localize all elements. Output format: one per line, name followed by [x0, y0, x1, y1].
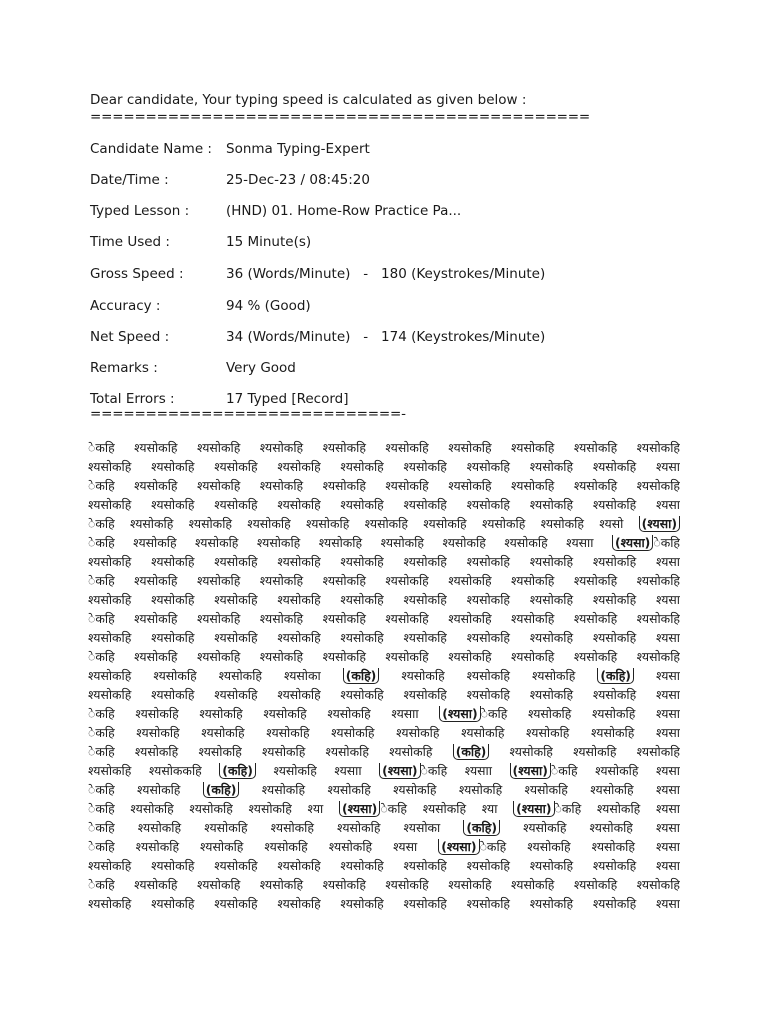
typed-line	[88, 552, 680, 571]
typed-text-segment: ेकहि श्यसाेकहि श्यसाेकहि श्यसाेकहि श्यसाेकहि श्यसाेकहि श्यसाेकहि श्यसाेकहि श्यसाेकहि श्यसाेकहि	[88, 440, 680, 455]
typed-text-segment: ेकहि श्यसाेकहि श्यसाेकहि श्यसाेकहि श्यसाेकहि श्यसाेकहि श्यसाेकहि श्यसाेकहि श्यसाेकहि श्यसाेकहि	[88, 478, 680, 494]
typed-line	[88, 685, 680, 704]
typed-line	[88, 438, 680, 457]
typed-text-segment: ेकहि श्यसाेकहि श्यसाेकहि श्यसाेकहि श्यसाेकहि श्यसाेकहि श्यसाेकहि श्यसाेकहि श्यसाेकहि श्यसो	[88, 516, 639, 532]
field-label: Gross Speed :	[90, 266, 184, 282]
typed-line	[88, 761, 680, 780]
field-label: Candidate Name :	[90, 141, 212, 157]
typed-text-segment: ेकहि श्यसाेकहि श्यसाेकहि श्यसा	[480, 706, 680, 722]
error-word: (श्यसा)	[339, 801, 380, 817]
typed-line	[88, 894, 680, 913]
error-word: (श्यसा)	[612, 535, 653, 551]
typed-text-segment: ेकहि श्यसाेकहि श्यसा	[554, 801, 680, 817]
field-label: Accuracy :	[90, 298, 161, 314]
typed-text-segment: ेकहि	[653, 535, 680, 551]
typed-line	[88, 837, 680, 856]
typed-line	[88, 875, 680, 894]
field-label: Net Speed :	[90, 329, 170, 345]
typed-text-segment: ेकहि श्यसाेकहि श्यसाेकहि श्यसाेकहि श्या	[88, 801, 339, 817]
typed-line	[88, 723, 680, 742]
typed-line	[88, 704, 680, 723]
typed-text-segment: ेकहि श्यसाा	[420, 763, 510, 779]
field-value: 34 (Words/Minute) - 174 (Keystrokes/Minute)	[226, 329, 546, 345]
error-word: (कहि)	[463, 820, 500, 836]
error-word: (कहि)	[453, 744, 490, 760]
typed-text-segment: ेकहि श्यसाेकहि श्यसाेकहि श्यसाेकहि श्यसाेकहि श्यसाेकहि श्यसाेकहि श्यसाेकहि श्यसाेकहि श्यसाेकहि	[88, 877, 680, 893]
typed-text-segment: श्यसाेकहि श्यसाेकहि श्यसाेकहि	[379, 668, 598, 684]
typed-text-segment: श्यसाेकहि श्यसाेकहि श्यसा	[500, 820, 680, 836]
field-value: 25-Dec-23 / 08:45:20	[226, 172, 370, 188]
typed-text-segment: ेकहि श्यसाेकहि श्यसाेकहि श्यसा	[479, 839, 680, 855]
field-value: 15 Minute(s)	[226, 234, 312, 250]
typed-text-segment: ेकहि श्यसाेकहि श्यसाेकहि श्यसाेकहि श्यसाेकहि श्यसाेकहि श्यसाेकहि श्यसाेकहि श्यसाेकहि श्यसाेकहि	[88, 649, 680, 665]
field-label: Typed Lesson :	[90, 203, 190, 219]
typed-text-segment: श्यसाेकहि श्यसाेकहि श्यसाेकहि श्यसाेका	[88, 668, 343, 684]
typed-line	[88, 856, 680, 875]
error-word: (श्यसा)	[510, 763, 551, 779]
typed-line	[88, 457, 680, 476]
separator-line: ============================-	[90, 406, 406, 422]
typed-text-segment: श्यसा	[633, 668, 680, 684]
error-word: (कहि)	[219, 763, 256, 779]
field-value: Very Good	[226, 360, 296, 376]
field-value: 17 Typed [Record]	[226, 391, 349, 407]
typed-text-segment: श्यसाेकहि श्यसाेकहि श्यसाेकहि श्यसाेकहि श्यसाेकहि श्यसाेकहि श्यसाेकहि श्यसाेकहि श्यसाेकहि श्यसा	[88, 687, 680, 703]
error-word: (श्यसा)	[513, 801, 554, 817]
typed-text-segment: ेकहि श्यसाेकहि श्यसाेकहि श्यसाेकहि श्यसाेकहि श्यसा	[88, 839, 439, 855]
typed-line	[88, 533, 680, 552]
field-value: 94 % (Good)	[226, 298, 311, 314]
typed-text-segment: श्यसाेकहि श्यसाेकहि श्यसाेकहि श्यसाेकहि श्यसाेकहि श्यसाेकहि श्यसाेकहि श्यसाेकहि श्यसाेकहि श्यसा	[88, 592, 680, 608]
typed-text-segment: ेकहि श्यसाेकहि श्यसाेकहि श्यसाेकहि श्यसाेकहि श्यसाेकहि श्यसाेकहि श्यसाेकहि श्यसाेकहि श्यसा	[88, 725, 680, 741]
typed-line	[88, 628, 680, 647]
typed-line	[88, 495, 680, 514]
field-value: (HND) 01. Home-Row Practice Pa...	[226, 203, 462, 219]
typed-text-segment: श्यसाेकहि श्यसाेकहि श्यसाेकहि श्यसाेकहि श्यसाेकहि श्यसाेकहि श्यसाेकहि श्यसाेकहि श्यसाेकहि श्यसा	[88, 858, 680, 874]
typed-text-segment: ेकहि श्यसाेकहि	[88, 782, 203, 798]
typed-text-segment: ेकहि श्यसाेकहि श्यसाेकहि श्यसाेकहि श्यसाेकहि श्यसाेकहि श्यसाेकहि श्यसाेकहि श्यसाेकहि श्यसाेकहि	[88, 611, 680, 627]
error-word: (श्यसा)	[439, 706, 480, 722]
error-word: (कहि)	[203, 782, 240, 798]
typed-text-segment: श्यसाेकहि श्यसाेकहि श्यसाेकहि श्यसाेकहि श्यसाेकहि श्यसाेकहि श्यसाेकहि श्यसाेकहि श्यसाेकहि श्यसा	[88, 896, 680, 912]
field-label: Date/Time :	[90, 172, 169, 188]
error-word: (श्यसा)	[438, 839, 479, 855]
typed-text-segment: श्यसाेकहि श्यसाेककहि	[88, 763, 220, 779]
typed-text-segment: श्यसाेकहि श्यसाेकहि श्यसाेकहि श्यसाेकहि श्यसाेकहि श्यसाेकहि श्यसाेकहि श्यसाेकहि श्यसाेकहि श्यसा	[88, 630, 680, 646]
page-heading: Dear candidate, Your typing speed is calculated as given below :	[90, 92, 527, 108]
typed-line	[88, 590, 680, 609]
field-label: Time Used :	[90, 234, 170, 250]
typed-text-segment: ेकहि श्यसाेकहि श्यसाेकहि श्यसाेकहि श्यसाेकहि श्यसाेकहि	[88, 744, 453, 760]
report-row-gross-speed	[90, 266, 690, 284]
typed-line	[88, 514, 680, 533]
typed-line	[88, 666, 680, 685]
field-label: Remarks :	[90, 360, 158, 376]
typed-text-segment: ेकहि श्यसाेकहि श्यसाेकहि श्यसाेकहि श्यसाेकहि श्यसाा	[88, 706, 440, 722]
typed-text-segment: ेकहि श्यसाेकहि श्यसाेकहि श्यसाेकहि श्यसाेकहि श्यसाेकहि श्यसाेकहि श्यसाेकहि श्यसाेकहि श्यसाेकहि	[88, 573, 680, 589]
typed-line	[88, 571, 680, 590]
error-word: (कहि)	[597, 668, 634, 684]
report-row-accuracy	[90, 298, 690, 316]
typed-text-block	[88, 438, 680, 913]
field-value: Sonma Typing-Expert	[226, 141, 370, 157]
field-label: Total Errors :	[90, 391, 175, 407]
typed-text-segment: ेकहि श्यसाेकहि श्यसाेकहि श्यसाेकहि श्यसाेकहि श्यसाेका	[88, 820, 464, 836]
error-word: (श्यसा)	[639, 516, 680, 532]
typed-text-segment: श्यसाेकहि श्यसाेकहि श्यसाेकहि श्यसाेकहि श्यसाेकहि श्यसाेकहि श्यसा	[239, 782, 680, 798]
typed-text-segment: श्यसाेकहि श्यसाा	[255, 763, 380, 779]
typed-text-segment: ेकहि श्यसाेकहि श्यसा	[550, 763, 680, 779]
typed-text-segment: श्यसाेकहि श्यसाेकहि श्यसाेकहि श्यसाेकहि श्यसाेकहि श्यसाेकहि श्यसाेकहि श्यसाेकहि श्यसाेकहि श्यसा	[88, 497, 680, 513]
typed-line	[88, 476, 680, 495]
typed-line	[88, 742, 680, 761]
separator-line: =============================================	[90, 109, 591, 125]
report-row-net-speed	[90, 329, 690, 347]
typed-text-segment: ेकहि श्यसाेकहि श्यसाेकहि श्यसाेकहि श्यसाेकहि श्यसाेकहि श्यसाेकहि श्यसाेकहि श्यसाा	[88, 535, 612, 551]
report-row-candidate-name	[90, 141, 690, 159]
typed-line	[88, 647, 680, 666]
report-row-remarks	[90, 360, 690, 378]
error-word: (श्यसा)	[379, 763, 420, 779]
report-row-date-time	[90, 172, 690, 190]
typed-text-segment: ेकहि श्यसाेकहि श्या	[380, 801, 514, 817]
field-value: 36 (Words/Minute) - 180 (Keystrokes/Minute)	[226, 266, 546, 282]
report-row-typed-lesson	[90, 203, 690, 221]
typed-line	[88, 780, 680, 799]
typed-text-segment: श्यसाेकहि श्यसाेकहि श्यसाेकहि	[489, 744, 680, 760]
report-row-time-used	[90, 234, 690, 252]
error-word: (कहि)	[343, 668, 380, 684]
typed-line	[88, 818, 680, 837]
typed-line	[88, 609, 680, 628]
typed-text-segment: श्यसाेकहि श्यसाेकहि श्यसाेकहि श्यसाेकहि श्यसाेकहि श्यसाेकहि श्यसाेकहि श्यसाेकहि श्यसाेकहि श्यसा	[88, 554, 680, 570]
typed-text-segment: श्यसाेकहि श्यसाेकहि श्यसाेकहि श्यसाेकहि श्यसाेकहि श्यसाेकहि श्यसाेकहि श्यसाेकहि श्यसाेकहि श्यसा	[88, 459, 680, 475]
typed-line	[88, 799, 680, 818]
